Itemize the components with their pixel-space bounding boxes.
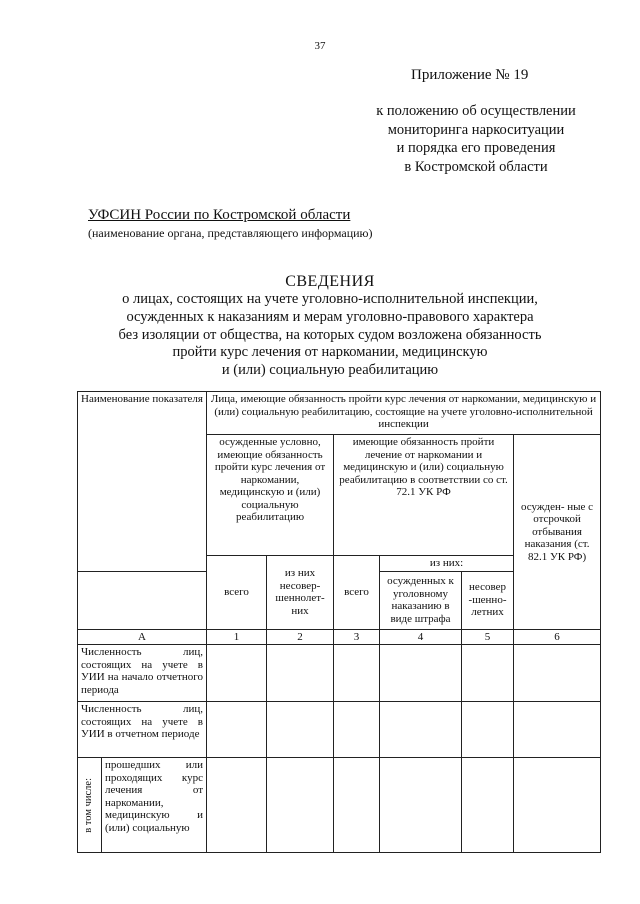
organization-note: (наименование органа, представляющего информацию) xyxy=(88,226,373,240)
column-label: 2 xyxy=(267,629,334,645)
regulation-line: к положению об осуществлении xyxy=(376,103,576,119)
data-cell xyxy=(380,758,462,853)
including-label: в том числе: xyxy=(83,777,95,833)
data-cell xyxy=(462,758,514,853)
column-label: 3 xyxy=(334,629,380,645)
page-number: 37 xyxy=(314,40,326,52)
table-row xyxy=(78,645,601,702)
data-cell xyxy=(514,645,601,702)
minors-header: несовер -шенно- летних xyxy=(462,571,514,629)
table-row xyxy=(78,702,601,758)
fine-sentenced-header: осужденных к уголовному наказанию в виде штрафа xyxy=(380,571,462,629)
column-label: А xyxy=(78,629,207,645)
data-cell xyxy=(267,702,334,758)
data-cell xyxy=(207,645,267,702)
total-header: всего xyxy=(207,556,267,630)
regulation-line: и порядка его проведения xyxy=(396,140,556,156)
data-cell xyxy=(462,645,514,702)
data-cell xyxy=(267,758,334,853)
data-cell xyxy=(514,702,601,758)
subtitle-line: о лицах, состоящих на учете уголовно-исполнительной инспекции, xyxy=(122,291,538,307)
row-label: Численность лиц, состоящих на учете в УИИ на начало отчетного периода xyxy=(78,645,207,702)
appendix-label: Приложение № 19 xyxy=(411,67,529,83)
row-label: Численность лиц, состоящих на учете в УИИ в отчетном периоде xyxy=(78,702,207,758)
data-cell xyxy=(267,645,334,702)
data-cell xyxy=(380,702,462,758)
column-number-row xyxy=(78,629,601,645)
indicator-header: Наименование показателя xyxy=(78,392,207,572)
data-cell xyxy=(207,758,267,853)
data-cell xyxy=(514,758,601,853)
data-cell xyxy=(380,645,462,702)
document-title: СВЕДЕНИЯ xyxy=(285,273,375,290)
regulation-reference xyxy=(360,102,592,176)
regulation-line: мониторинга наркоситуации xyxy=(387,121,565,138)
deferred-header: осужден- ные с отсрочкой отбывания наказания (ст. 82.1 УК РФ) xyxy=(514,435,601,630)
data-cell xyxy=(334,758,380,853)
data-cell xyxy=(207,702,267,758)
group-header: Лица, имеющие обязанность пройти курс лечения от наркомании, медицинскую и (или) социальную реабилитацию, состоящие на учете уголовно-исполнительной инспекции xyxy=(207,392,601,435)
document-subtitle xyxy=(80,291,580,380)
column-label: 1 xyxy=(207,629,267,645)
minors-of-them-header: из них несовер- шеннолет- них xyxy=(267,556,334,630)
subtitle-line: без изоляции от общества, на которых судом возложена обязанность xyxy=(118,326,542,343)
art72-header: имеющие обязанность пройти лечение от наркомании и медицинскую и (или) социальную реабилитацию в соответствии со ст. 72.1 УК РФ xyxy=(334,435,514,556)
data-cell xyxy=(334,645,380,702)
report-table xyxy=(77,391,601,853)
column-label: 5 xyxy=(462,629,514,645)
of-them-header: из них: xyxy=(380,556,514,572)
subtitle-line: и (или) социальную реабилитацию xyxy=(221,362,439,379)
column-label: 4 xyxy=(380,629,462,645)
row-label: прошедших или проходящих курс лечения от наркомании, медицинскую и (или) социальную xyxy=(102,758,207,853)
regulation-line: в Костромской области xyxy=(404,158,548,175)
conditional-header: осужденные условно, имеющие обязанность пройти курс лечения от наркомании, медицинскую и (или) социальную реабилитацию xyxy=(207,435,334,556)
total-header: всего xyxy=(334,556,380,630)
column-label: 6 xyxy=(514,629,601,645)
including-label-cell xyxy=(78,758,102,853)
blank-cell xyxy=(78,571,207,629)
data-cell xyxy=(462,702,514,758)
data-cell xyxy=(334,702,380,758)
organization-name: УФСИН России по Костромской области xyxy=(88,207,351,223)
subtitle-line: пройти курс лечения от наркомании, медицинскую xyxy=(172,344,488,361)
subtitle-line: осужденных к наказаниям и мерам уголовно-правового характера xyxy=(126,308,534,325)
header-row xyxy=(78,392,601,435)
table-row xyxy=(78,758,601,853)
